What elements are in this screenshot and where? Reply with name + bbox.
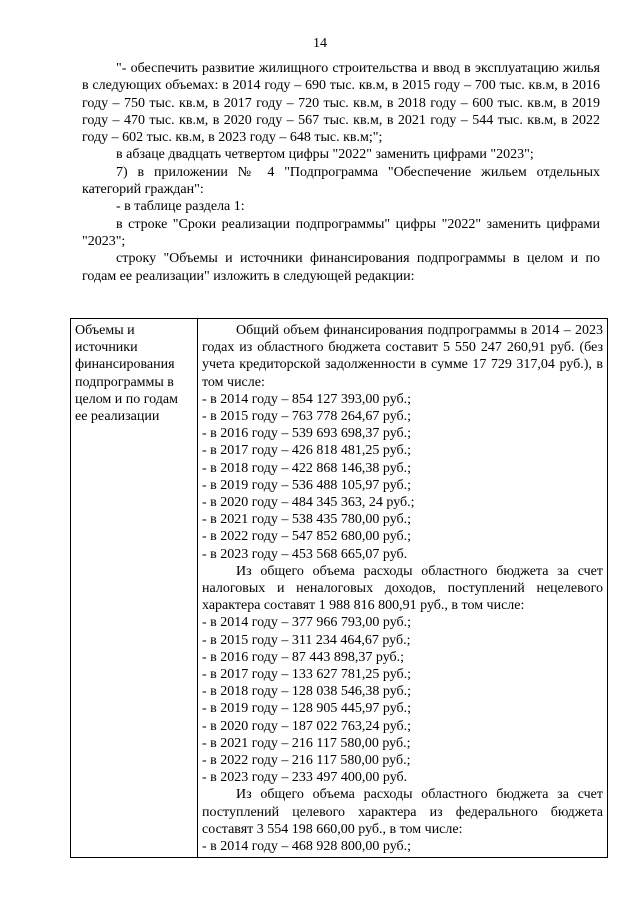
list-item: - в 2014 году – 377 966 793,00 руб.; bbox=[202, 615, 412, 631]
list-item: - в 2020 году – 484 345 363, 24 руб.; bbox=[202, 495, 415, 511]
list-item: - в 2017 году – 133 627 781,25 руб.; bbox=[202, 667, 412, 683]
list-item: - в 2020 году – 187 022 763,24 руб.; bbox=[202, 718, 412, 734]
list-item: - в 2022 году – 216 117 580,00 руб.; bbox=[202, 753, 411, 769]
list-item: - в 2014 году – 468 928 800,00 руб.; bbox=[202, 839, 412, 855]
list-item: - в 2014 году – 854 127 393,00 руб.; bbox=[202, 391, 412, 407]
list-item: - в 2015 году – 311 234 464,67 руб.; bbox=[202, 632, 411, 648]
paragraph-abzac-24: в абзаце двадцать четвертом цифры "2022" заменить цифрами "2023"; bbox=[116, 147, 534, 163]
table-row bbox=[71, 319, 608, 858]
list-item: - в 2022 году – 547 852 680,00 руб.; bbox=[202, 529, 412, 545]
list-item: - в 2016 году – 539 693 698,37 руб.; bbox=[202, 426, 412, 442]
paragraph-table-section: - в таблице раздела 1: bbox=[116, 199, 245, 215]
page-number: 14 bbox=[313, 36, 327, 51]
paragraph-housing-targets: "- обеспечить развитие жилищного строительства и ввод в эксплуатацию жилья в следующих объемах: в 2014 году – 690 тыс. кв.м, в 2015 году – 700 тыс. кв.м, в 2016 году – 750 тыс. кв.м, в 2017 году – 720 тыс. кв.м, в 2018 году – 600 тыс. кв.м, в 2019 году – 470 тыс. кв.м, в 2020 году – 567 тыс. кв.м, в 2021 году – 544 тыс. кв.м, в 2022 году – 602 тыс. кв.м, в 2023 году – 648 тыс. кв.м;"; bbox=[82, 61, 600, 146]
paragraph-terms-row: в строке "Сроки реализации подпрограммы" цифры "2022" заменить цифрами "2023"; bbox=[82, 216, 600, 249]
list-item: - в 2023 году – 453 568 665,07 руб. bbox=[202, 546, 408, 562]
paragraph-appendix-4: 7) в приложении № 4 "Подпрограмма "Обеспечение жильем отдельных категорий граждан": bbox=[82, 164, 600, 198]
federal-funding-intro: Из общего объема расходы областного бюджета за счет поступлений целевого характера из федерального бюджета составят 3 554 198 660,00 руб., в том числе: bbox=[202, 787, 603, 837]
funding-table bbox=[70, 318, 608, 858]
row-content bbox=[198, 319, 608, 858]
list-item: - в 2015 году – 763 778 264,67 руб.; bbox=[202, 409, 412, 425]
body-text bbox=[82, 60, 600, 285]
row-label: Объемы и источники финансирования подпрограммы в целом и по годам ее реализации bbox=[71, 319, 198, 858]
list-item: - в 2019 году – 128 905 445,97 руб.; bbox=[202, 701, 412, 717]
list-item: - в 2021 году – 216 117 580,00 руб.; bbox=[202, 735, 411, 751]
list-item: - в 2017 году – 426 818 481,25 руб.; bbox=[202, 443, 412, 459]
own-revenue-intro: Из общего объема расходы областного бюджета за счет налоговых и неналоговых доходов, поступлений нецелевого характера составят 1 988 816 800,91 руб., в том числе: bbox=[202, 563, 603, 614]
list-item: - в 2018 году – 422 868 146,38 руб.; bbox=[202, 460, 412, 476]
list-item: - в 2018 году – 128 038 546,38 руб.; bbox=[202, 684, 412, 700]
list-item: - в 2021 году – 538 435 780,00 руб.; bbox=[202, 512, 412, 528]
list-item: - в 2023 году – 233 497 400,00 руб. bbox=[202, 770, 408, 786]
total-funding-intro: Общий объем финансирования подпрограммы в 2014 – 2023 годах из областного бюджета составит 5 550 247 260,91 руб. (без учета кредиторской задолженности в сумме 17 729 317,04 руб.), в том числе: bbox=[202, 323, 603, 390]
list-item: - в 2016 году – 87 443 898,37 руб.; bbox=[202, 649, 405, 665]
paragraph-funding-row: строку "Объемы и источники финансирования подпрограммы в целом и по годам ее реализации" изложить в следующей редакции: bbox=[82, 251, 600, 284]
list-item: - в 2019 году – 536 488 105,97 руб.; bbox=[202, 477, 412, 493]
